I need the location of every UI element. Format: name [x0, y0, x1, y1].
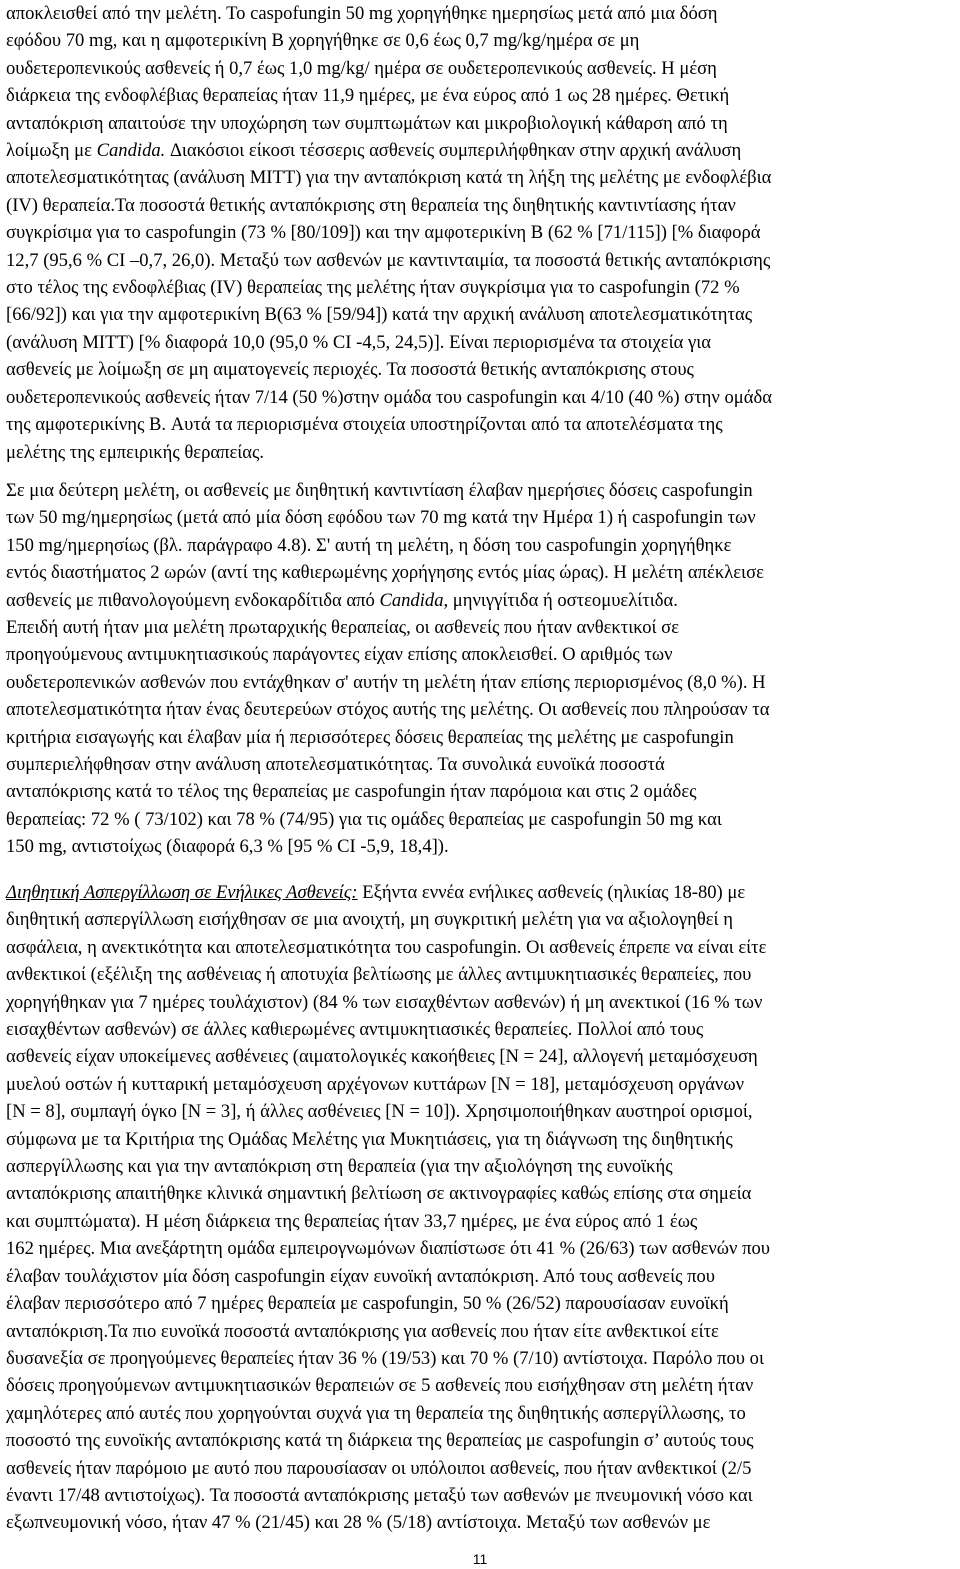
page-number: 11	[472, 1551, 488, 1567]
text-line: θεραπείας: 72 % ( 73/102) και 78 % (74/95) για τις ομάδες θεραπείας με caspofungin 50 mg και	[6, 808, 722, 830]
text-run: , μηνιγγίτιδα ή οστεομυελίτιδα.	[443, 589, 678, 611]
text-line: [N = 8], συμπαγή όγκο [N = 3], ή άλλες ασθένειες [N = 10]). Χρησιμοποιήθηκαν αυστηροί ορισμοί,	[6, 1101, 753, 1123]
text-line	[6, 879, 954, 906]
text-line: ασφάλεια, η ανεκτικότητα και αποτελεσματικότητα του caspofungin. Οι ασθενείς έπρεπε να είναι είτε	[6, 936, 767, 958]
text-line: και συμπτώματα). Η μέση διάρκεια της θεραπείας ήταν 33,7 ημέρες, με ένα εύρος από 1 έως	[6, 1210, 698, 1232]
text-line: συγκρίσιμα για το caspofungin (73 % [80/109]) και την αμφοτερικίνη B (62 % [71/115]) [% διαφορά	[6, 222, 761, 244]
text-line	[6, 587, 954, 614]
text-line	[6, 137, 954, 164]
text-line: εισαχθέντων ασθενών) σε άλλες καθιερωμένες αντιμυκητιασικές θεραπείες. Πολλοί από τους	[6, 1019, 704, 1041]
text-line: ανθεκτικοί (εξέλιξη της ασθένειας ή αποτυχία βελτίωσης με άλλες αντιμυκητιασικές θεραπείες, που	[6, 964, 752, 986]
text-line: εξωπνευμονική νόσο, ήταν 47 % (21/45) και 28 % (5/18) αντίστοιχα. Μεταξύ των ασθενών με	[6, 1512, 711, 1534]
text-line: ασθενείς είχαν υποκείμενες ασθένειες (αιματολογικές κακοήθειες [N = 24], αλλογενή μεταμόσχευση	[6, 1046, 758, 1068]
text-line: έλαβαν περισσότερο από 7 ημέρες θεραπεία με caspofungin, 50 % (26/52) παρουσίασαν ευνοϊκή	[6, 1293, 729, 1315]
text-line: ανταπόκριση.Τα πιο ευνοϊκά ποσοστά ανταπόκρισης για ασθενείς που ήταν είτε ανθεκτικοί είτε	[6, 1320, 719, 1342]
text-line: συμπεριελήφθησαν στην ανάλυση αποτελεσματικότητας. Τα συνολικά ευνοϊκά ποσοστά	[6, 754, 665, 776]
text-line: κριτήρια εισαγωγής και έλαβαν μία ή περισσότερες δόσεις θεραπείας της μελέτης με caspofungin	[6, 726, 734, 748]
text-line: ουδετεροπενικούς ασθενείς ή 0,7 έως 1,0 mg/kg/ ημέρα σε ουδετεροπενικούς ασθενείς. Η μέση	[6, 57, 717, 79]
text-line: μελέτης της εμπειρικής θεραπείας.	[6, 441, 265, 463]
text-line: ουδετεροπενικών ασθενών που εντάχθηκαν σ' αυτήν τη μελέτη ήταν επίσης περιορισμένος (8,0 %). Η	[6, 671, 766, 693]
text-line: έναντι 17/48 αντιστοίχως). Τα ποσοστά ανταπόκρισης μεταξύ των ασθενών με πνευμονική νόσο και	[6, 1484, 753, 1506]
text-line: ανταπόκρισης κατά το τέλος της θεραπείας με caspofungin ήταν παρόμοια και στις 2 ομάδες	[6, 781, 697, 803]
text-line: ανταπόκριση απαιτούσε την υποχώρηση των συμπτωμάτων και μικροβιολογική κάθαρση από τη	[6, 112, 728, 134]
text-line: της αμφοτερικίνης B. Αυτά τα περιορισμένα στοιχεία υποστηρίζονται από τα αποτελέσματα της	[6, 414, 723, 436]
text-line: χαμηλότερες από αυτές που χορηγούνται συχνά για τη θεραπεία της διηθητικής ασπεργίλλωσης, το	[6, 1402, 746, 1424]
text-run: Διακόσιοι είκοσι τέσσερις ασθενείς συμπεριλήφθηκαν στην αρχική ανάλυση	[165, 140, 742, 162]
text-line: 150 mg/ημερησίως (βλ. παράγραφο 4.8). Σ' αυτή τη μελέτη, η δόση του caspofungin χορηγήθηκε	[6, 534, 732, 556]
text-line: 162 ημέρες. Μια ανεξάρτητη ομάδα εμπειρογνωμόνων διαπίστωσε ότι 41 % (26/63) των ασθενών που	[6, 1238, 770, 1260]
paragraph-aspergillosis-study	[6, 879, 954, 1537]
text-line: στο τέλος της ενδοφλέβιας (IV) θεραπείας της μελέτης ήταν συγκρίσιμα για το caspofungin (72 %	[6, 277, 740, 299]
italic-run: Candida	[379, 589, 444, 611]
text-line: (ανάλυση MITT) [% διαφορά 10,0 (95,0 % CI -4,5, 24,5)]. Είναι περιορισμένα τα στοιχεία για	[6, 331, 711, 353]
text-line: ανταπόκρισης απαιτήθηκε κλινικά σημαντική βελτίωση σε ακτινογραφίες καθώς επίσης στα σημεία	[6, 1183, 752, 1205]
text-line: έλαβαν τουλάχιστον μία δόση caspofungin είχαν ευνοϊκή ανταπόκριση. Από τους ασθενείς που	[6, 1265, 715, 1287]
text-line: 12,7 (95,6 % CI –0,7, 26,0). Μεταξύ των ασθενών με καντινταιμία, τα ποσοστά θετικής ανταπόκρισης	[6, 249, 771, 271]
text-line: διάρκεια της ενδοφλέβιας θεραπείας ήταν 11,9 ημέρες, με ένα εύρος από 1 ως 28 ημέρες. Θετική	[6, 85, 730, 107]
text-line: [66/92]) και για την αμφοτερικίνη B(63 % [59/94]) κατά την αρχική ανάλυση αποτελεσματικότητας	[6, 304, 753, 326]
text-line: (IV) θεραπεία.Τα ποσοστά θετικής ανταπόκρισης στη θεραπεία της διηθητικής καντιντίασης ήταν	[6, 194, 736, 216]
text-line: Σε μια δεύτερη μελέτη, οι ασθενείς με διηθητική καντιντίαση έλαβαν ημερήσιες δόσεις caspofungin	[6, 480, 753, 501]
text-line: εφόδου 70 mg, και η αμφοτερικίνη B χορηγήθηκε σε 0,6 έως 0,7 mg/kg/ημέρα σε μη	[6, 30, 640, 52]
text-line: διηθητική ασπεργίλλωση εισήχθησαν σε μια ανοιχτή, μη συγκριτική μελέτη για να αξιολογηθεί η	[6, 909, 733, 931]
text-line: ουδετεροπενικούς ασθενείς ήταν 7/14 (50 %)στην ομάδα του caspofungin και 4/10 (40 %) στην ομάδα	[6, 386, 772, 408]
text-line: δυσανεξία σε προηγούμενες θεραπείες ήταν 36 % (19/53) και 70 % (7/10) αντίστοιχα. Παρόλο που οι	[6, 1347, 764, 1369]
text-line: αποκλεισθεί από την μελέτη. Το caspofungin 50 mg χορηγήθηκε ημερησίως μετά από μια δόση	[6, 3, 718, 24]
section-heading: Διηθητική Ασπεργίλλωση σε Ενήλικες Ασθενείς:	[6, 882, 358, 903]
text-line: ασθενείς με λοίμωξη σε μη αιματογενείς περιοχές. Τα ποσοστά θετικής ανταπόκρισης στους	[6, 359, 694, 381]
text-line: εντός διαστήματος 2 ωρών (αντί της καθιερωμένης χορήγησης εντός μίας ώρας). Η μελέτη απέκλεισε	[6, 562, 764, 584]
text-run: ασθενείς με πιθανολογούμενη ενδοκαρδίτιδα από	[6, 589, 380, 611]
text-line: μυελού οστών ή κυτταρική μεταμόσχευση αρχέγονων κυττάρων [N = 18], μεταμόσχευση οργάνων	[6, 1073, 744, 1095]
text-line: Επειδή αυτή ήταν μια μελέτη πρωταρχικής θεραπείας, οι ασθενείς που ήταν ανθεκτικοί σε	[6, 617, 680, 639]
text-line: ποσοστό της ευνοϊκής ανταπόκρισης κατά τη διάρκεια της θεραπείας με caspofungin σ’ αυτούς τους	[6, 1430, 754, 1452]
text-line: των 50 mg/ημερησίως (μετά από μία δόση εφόδου των 70 mg κατά την Ημέρα 1) ή caspofungin των	[6, 507, 756, 529]
text-line: ασθενείς ήταν παρόμοιο με αυτό που παρουσίασαν οι υπόλοιποι ασθενείς, που ήταν ανθεκτικοί (2/5	[6, 1457, 752, 1479]
text-line: χορηγήθηκαν για 7 ημέρες τουλάχιστον) (84 % των εισαχθέντων ασθενών) ή μη ανεκτικοί (16 % των	[6, 991, 763, 1013]
paragraph-candidiasis-study-2	[6, 477, 954, 861]
text-line: 150 mg, αντιστοίχως (διαφορά 6,3 % [95 % CI -5,9, 18,4]).	[6, 836, 449, 858]
text-line: δόσεις προηγούμενων αντιμυκητιασικών θεραπειών σε 5 ασθενείς που εισήχθησαν στη μελέτη ήταν	[6, 1375, 754, 1397]
paragraph-candidiasis-study-1	[6, 0, 954, 466]
text-line: αποτελεσματικότητας (ανάλυση MITT) για την ανταπόκριση κατά τη λήξη της μελέτης με ενδοφλέβια	[6, 167, 772, 189]
text-line: σύμφωνα με τα Κριτήρια της Ομάδας Μελέτης για Μυκητιάσεις, για τη διάγνωση της διηθητικής	[6, 1128, 733, 1150]
text-line: αποτελεσματικότητα ήταν ένας δευτερεύων στόχος αυτής της μελέτης. Οι ασθενείς που πληρούσαν τα	[6, 699, 770, 721]
text-run: Εξήντα εννέα ενήλικες ασθενείς (ηλικίας 18-80) με	[357, 882, 746, 903]
italic-run: Candida.	[96, 140, 166, 162]
text-run: λοίμωξη με	[6, 140, 97, 162]
text-line: ασπεργίλλωσης και για την ανταπόκριση στη θεραπεία (για την αξιολόγηση της ευνοϊκής	[6, 1156, 673, 1178]
text-line: προηγούμενους αντιμυκητιασικούς παράγοντες είχαν επίσης αποκλεισθεί. Ο αριθμός των	[6, 644, 673, 666]
